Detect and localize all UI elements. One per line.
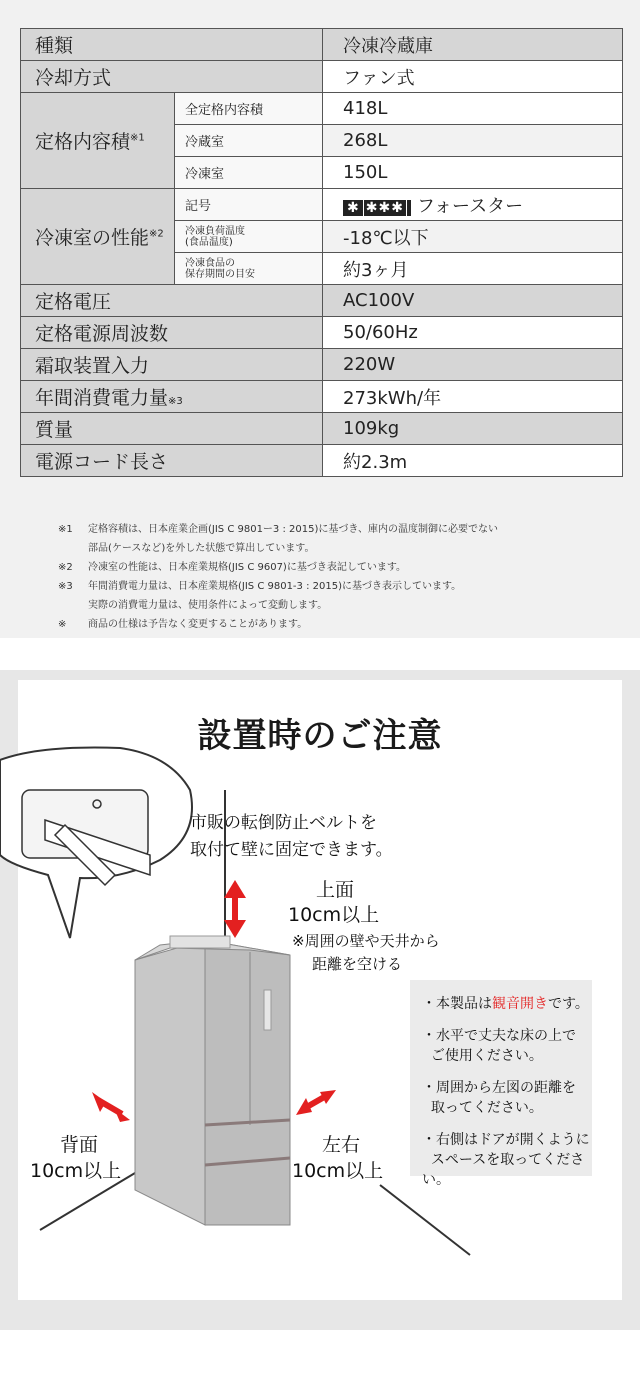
footnote: ※3 年間消費電力量は、日本産業規格(JIS C 9801-3 : 2015)に基づき表示しています。 — [58, 581, 462, 592]
spec-row-voltage — [21, 285, 623, 317]
spec-value: 268L — [323, 125, 623, 157]
top-label: 上面 — [316, 879, 355, 901]
belt-note-line2: 取付て壁に固定できます。 — [190, 840, 393, 860]
spec-sublabel: 冷凍食品の 保存期間の目安 — [175, 253, 323, 285]
back-label: 背面 — [60, 1134, 99, 1156]
footnote-mark: ※1 — [130, 132, 145, 144]
capacity-group-label — [21, 93, 175, 189]
footnote: ※2 冷凍室の性能は、日本産業規格(JIS C 9607)に基づき表記しています。 — [58, 562, 407, 573]
spec-sublabel: 冷凍室 — [175, 157, 323, 189]
footnote-mark: ※2 — [149, 228, 164, 240]
belt-note-line1: 市販の転倒防止ベルトを — [190, 813, 377, 833]
fridge-side — [135, 940, 205, 1225]
spec-value: 冷凍冷蔵庫 — [323, 29, 623, 61]
spec-label: 種類 — [21, 29, 323, 61]
spec-value: 418L — [323, 93, 623, 125]
side-label: 左右 — [322, 1134, 361, 1156]
spec-row-mass — [21, 413, 623, 445]
spec-label: 質量 — [21, 413, 323, 445]
spec-label: 定格電圧 — [21, 285, 323, 317]
spec-value: AC100V — [323, 285, 623, 317]
spec-label: 冷却方式 — [21, 61, 323, 93]
spec-value: 273kWh/年 — [323, 381, 623, 413]
spec-label: 霜取装置入力 — [21, 349, 323, 381]
spec-sublabel: 全定格内容積 — [175, 93, 323, 125]
spec-value: 50/60Hz — [323, 317, 623, 349]
spec-row-cord — [21, 445, 623, 477]
spec-table — [20, 28, 623, 477]
spec-row-type — [21, 29, 623, 61]
spec-row-defrost — [21, 349, 623, 381]
spec-label: 冷凍室の性能 — [35, 227, 150, 249]
spec-value: -18℃以下 — [323, 221, 623, 253]
footnote: ※ 商品の仕様は予告なく変更することがあります。 — [58, 619, 308, 630]
side-distance: 10cm以上 — [292, 1160, 384, 1182]
spec-value: 150L — [323, 157, 623, 189]
footnote-mark: ※3 — [168, 396, 183, 407]
footnote: 部品(ケースなど)を外した状態で算出しています。 — [88, 543, 315, 554]
notice-title: 設置時のご注意 — [197, 716, 443, 756]
spec-label: 定格内容積 — [35, 131, 131, 153]
floor-line-right — [380, 1185, 470, 1255]
spec-value: 220W — [323, 349, 623, 381]
fridge-top-panel — [170, 936, 230, 948]
spec-label: 電源コード長さ — [21, 445, 323, 477]
top-note-line2: 距離を空ける — [312, 955, 403, 973]
info-item: ・本製品は観音開きです。 — [422, 996, 589, 1012]
spec-section — [0, 0, 640, 638]
info-box — [410, 980, 592, 1188]
spec-row-frequency — [21, 317, 623, 349]
arrow-back-icon — [92, 1092, 130, 1122]
spec-row-cooling — [21, 61, 623, 93]
spec-label-cell — [21, 381, 323, 413]
arrow-top-icon — [224, 880, 246, 938]
spec-sublabel: 冷凍負荷温度 (食品温度) — [175, 221, 323, 253]
top-note-line1: ※周囲の壁や天井から — [292, 932, 440, 950]
installation-notice-section — [0, 670, 640, 1330]
symbol-text: フォースター — [416, 195, 524, 217]
spec-value: ファン式 — [323, 61, 623, 93]
spec-sublabel: 記号 — [175, 189, 323, 221]
fridge-front — [205, 940, 290, 1225]
spec-row-annual — [21, 381, 623, 413]
four-star-icon: ✱ ✱✱✱ — [343, 200, 411, 216]
footnotes — [58, 520, 618, 634]
footnote: ※1 定格容積は、日本産業企画(JIS C 9801ー3 : 2015)に基づき、庫内の温度制御に必要でない — [58, 524, 498, 535]
arrow-side-icon — [296, 1090, 336, 1115]
spec-value — [323, 189, 623, 221]
spec-sublabel: 冷蔵室 — [175, 125, 323, 157]
spec-value: 109kg — [323, 413, 623, 445]
spec-row-symbol — [21, 189, 623, 221]
spec-label: 年間消費電力量 — [35, 387, 169, 409]
top-distance: 10cm以上 — [288, 904, 380, 926]
spec-value: 約3ヶ月 — [323, 253, 623, 285]
footnote: 実際の消費電力量は、使用条件によって変動します。 — [88, 600, 328, 611]
fridge-display-panel — [264, 990, 271, 1030]
spec-value: 約2.3m — [323, 445, 623, 477]
freezer-perf-group-label — [21, 189, 175, 285]
spec-row-capacity-total — [21, 93, 623, 125]
info-item: ・水平で丈夫な床の上で ご使用ください。 — [422, 1028, 576, 1064]
spec-label: 定格電源周波数 — [21, 317, 323, 349]
info-item: ・右側はドアが開くように スペースを取ってください。 — [422, 1132, 590, 1188]
info-item: ・周囲から左図の距離を 取ってください。 — [422, 1080, 576, 1116]
back-distance: 10cm以上 — [30, 1160, 122, 1182]
